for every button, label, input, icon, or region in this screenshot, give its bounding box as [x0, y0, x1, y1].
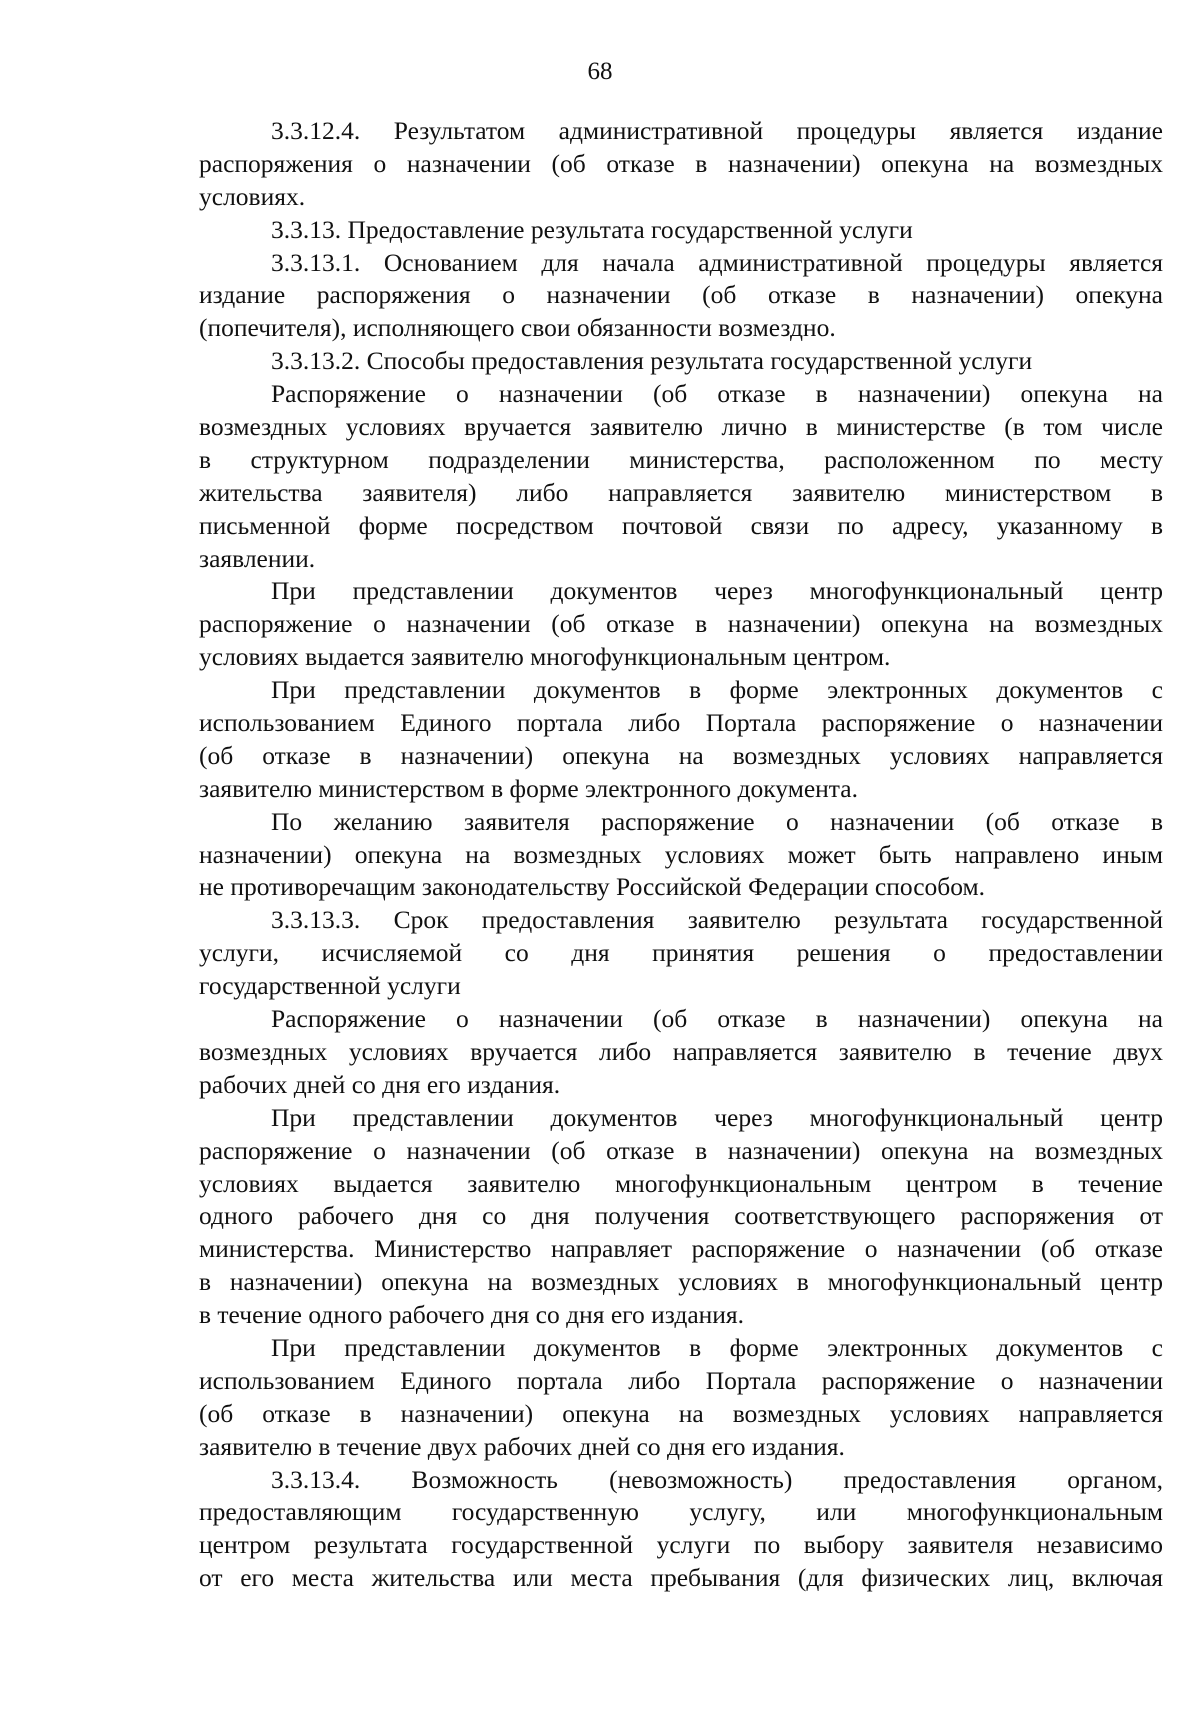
text-line: 3.3.12.4. Результатом административной процедуры является издание	[271, 116, 1163, 145]
text-line: заявителю в течение двух рабочих дней со дня его издания.	[199, 1431, 845, 1461]
paragraph	[199, 1102, 1163, 1332]
text-line: назначении) опекуна на возмездных условиях может быть направлено иным	[199, 839, 1163, 869]
paragraph	[199, 214, 1163, 247]
text-line: в структурном подразделении министерства, расположенном по месту	[199, 444, 1163, 474]
paragraph	[199, 1332, 1163, 1464]
text-line: При представлении документов в форме электронных документов с	[271, 675, 1163, 705]
text-line: не противоречащим законодательству Российской Федерации способом.	[199, 872, 986, 902]
text-line: Распоряжение о назначении (об отказе в назначении) опекуна на	[271, 1004, 1163, 1034]
text-line: предоставляющим государственную услугу, или многофункциональным	[199, 1497, 1163, 1527]
text-line: распоряжения о назначении (об отказе в назначении) опекуна на возмездных	[199, 148, 1163, 178]
paragraph	[199, 378, 1163, 575]
paragraph	[199, 345, 1163, 378]
text-line: заявителю министерством в форме электронного документа.	[199, 773, 858, 803]
document-body	[199, 115, 1163, 1595]
text-line: условиях выдается заявителю многофункциональным центром в течение	[199, 1168, 1163, 1198]
text-line: в течение одного рабочего дня со дня его издания.	[199, 1300, 745, 1330]
text-line: По желанию заявителя распоряжение о назначении (об отказе в	[271, 806, 1163, 836]
paragraph	[199, 674, 1163, 806]
text-line: использованием Единого портала либо Портала распоряжение о назначении	[199, 1365, 1163, 1395]
text-line: При представлении документов в форме электронных документов с	[271, 1332, 1163, 1362]
text-line: 3.3.13.1. Основанием для начала административной процедуры является	[271, 247, 1163, 277]
paragraph	[199, 1464, 1163, 1596]
text-line: распоряжение о назначении (об отказе в назначении) опекуна на возмездных	[199, 1135, 1163, 1165]
paragraph	[199, 247, 1163, 346]
text-line: При представлении документов через многофункциональный центр	[271, 1102, 1163, 1132]
text-line: использованием Единого портала либо Портала распоряжение о назначении	[199, 708, 1163, 738]
text-line: возмездных условиях вручается либо направляется заявителю в течение двух	[199, 1036, 1163, 1066]
text-line: центром результата государственной услуги по выбору заявителя независимо	[199, 1530, 1163, 1560]
text-line: издание распоряжения о назначении (об отказе в назначении) опекуна	[199, 280, 1163, 310]
paragraph	[199, 575, 1163, 674]
text-line: При представлении документов через многофункциональный центр	[271, 576, 1163, 606]
text-line: письменной форме посредством почтовой связи по адресу, указанному в	[199, 510, 1163, 540]
text-line: условиях.	[199, 181, 306, 211]
paragraph	[199, 1003, 1163, 1102]
text-line: (об отказе в назначении) опекуна на возмездных условиях направляется	[199, 740, 1163, 770]
paragraph	[199, 806, 1163, 905]
text-line: в назначении) опекуна на возмездных условиях в многофункциональный центр	[199, 1267, 1163, 1297]
text-line: распоряжение о назначении (об отказе в назначении) опекуна на возмездных	[199, 609, 1163, 639]
text-line: (попечителя), исполняющего свои обязанности возмездно.	[199, 313, 836, 343]
text-line: 3.3.13.2. Способы предоставления результата государственной услуги	[271, 346, 1033, 376]
text-line: 3.3.13. Предоставление результата государственной услуги	[271, 214, 913, 244]
text-line: услуги, исчисляемой со дня принятия решения о предоставлении	[199, 938, 1163, 968]
text-line: 3.3.13.3. Срок предоставления заявителю результата государственной	[271, 905, 1163, 935]
paragraph	[199, 904, 1163, 1003]
text-line: министерства. Министерство направляет распоряжение о назначении (об отказе	[199, 1234, 1163, 1264]
text-line: жительства заявителя) либо направляется заявителю министерством в	[199, 477, 1163, 507]
text-line: условиях выдается заявителю многофункциональным центром.	[199, 642, 891, 672]
text-line: возмездных условиях вручается заявителю лично в министерстве (в том числе	[199, 412, 1163, 442]
text-line: Распоряжение о назначении (об отказе в назначении) опекуна на	[271, 379, 1163, 409]
page-number: 68	[587, 58, 613, 85]
paragraph	[199, 115, 1163, 214]
text-line: от его места жительства или места пребывания (для физических лиц, включая	[199, 1563, 1163, 1593]
text-line: (об отказе в назначении) опекуна на возмездных условиях направляется	[199, 1398, 1163, 1428]
text-line: 3.3.13.4. Возможность (невозможность) предоставления органом,	[271, 1464, 1163, 1494]
text-line: заявлении.	[199, 543, 316, 573]
text-line: государственной услуги	[199, 971, 461, 1001]
text-line: рабочих дней со дня его издания.	[199, 1069, 561, 1099]
text-line: одного рабочего дня со дня получения соответствующего распоряжения от	[199, 1201, 1163, 1231]
